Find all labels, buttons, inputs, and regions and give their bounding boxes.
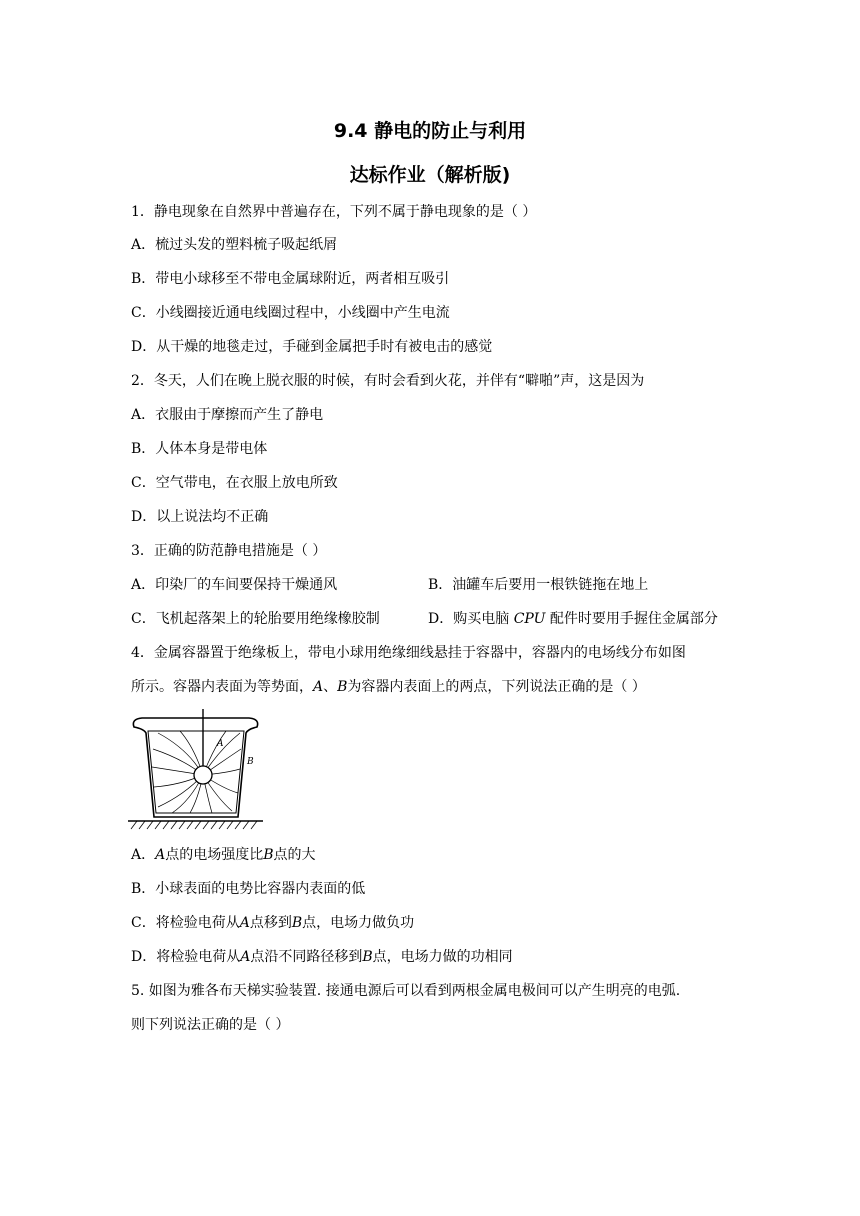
q3-option-d-cpu: CPU <box>513 611 546 627</box>
question-5-stem-line2: 则下列说法正确的是（ ） <box>131 1017 290 1033</box>
q4d-mid: 点沿不同路径移到 <box>250 949 363 965</box>
q4-separator: 、 <box>323 679 338 695</box>
q2-option-b: B．人体本身是带电体 <box>131 441 268 457</box>
q4c-post: 点，电场力做负功 <box>302 915 415 931</box>
q4d-var-b: B <box>362 949 373 965</box>
container-field-figure <box>128 709 263 831</box>
q2-option-d: D．以上说法均不正确 <box>131 509 269 525</box>
question-4-stem-line1: 4．金属容器置于绝缘板上，带电小球用绝缘细线悬挂于容器中，容器内的电场线分布如图 <box>131 645 686 661</box>
q1-option-b: B．带电小球移至不带电金属球附近，两者相互吸引 <box>131 271 450 287</box>
q4-stem-text-a: 所示。容器内表面为等势面， <box>131 679 313 695</box>
q1-option-d: D．从干燥的地毯走过，手碰到金属把手时有被电击的感觉 <box>131 339 493 355</box>
question-1-stem: 1．静电现象在自然界中普遍存在，下列不属于静电现象的是（ ） <box>131 204 537 220</box>
q4d-pre: D．将检验电荷从 <box>131 949 241 965</box>
q2-option-a: A．衣服由于摩擦而产生了静电 <box>131 407 324 423</box>
figure-label-b: B <box>247 757 254 767</box>
q4-stem-text-b: 为容器内表面上的两点，下列说法正确的是（ ） <box>347 679 646 695</box>
q4-var-b: B <box>337 679 348 695</box>
q4d-post: 点，电场力做的功相同 <box>372 949 513 965</box>
q4d-var-a: A <box>240 949 251 965</box>
q4c-mid: 点移到 <box>249 915 292 931</box>
q3-option-d-text-end: 配件时要用手握住金属部分 <box>549 611 718 627</box>
q4-option-d <box>131 947 513 967</box>
q3-option-d <box>428 609 718 629</box>
q2-option-c: C．空气带电，在衣服上放电所致 <box>131 475 338 491</box>
question-5-stem-line1: 5. 如图为雅各布天梯实验装置. 接通电源后可以看到两根金属电极间可以产生明亮的电弧. <box>131 983 681 999</box>
q4-option-b: B．小球表面的电势比容器内表面的低 <box>131 881 366 897</box>
q4a-var-a: A <box>155 847 166 863</box>
question-4-stem-line2 <box>131 677 646 697</box>
charged-ball <box>194 766 212 784</box>
q4c-var-b: B <box>291 915 303 931</box>
q1-option-a: A．梳过头发的塑料梳子吸起纸屑 <box>131 237 338 253</box>
q3-option-a: A．印染厂的车间要保持干燥通风 <box>131 577 338 593</box>
q1-option-c: C．小线圈接近通电线圈过程中，小线圈中产生电流 <box>131 305 450 321</box>
q4a-mid: 点的电场强度比 <box>165 847 264 863</box>
q4-option-a <box>131 845 316 865</box>
q4a-var-b: B <box>263 847 274 863</box>
document-title: 9.4 静电的防止与利用 <box>333 120 527 142</box>
q4-option-c <box>131 913 414 933</box>
q3-option-b: B．油罐车后要用一根铁链拖在地上 <box>428 577 649 593</box>
q4c-pre: C．将检验电荷从 <box>131 915 240 931</box>
board-hatching <box>131 821 257 829</box>
figure-label-a: A <box>217 739 224 749</box>
q4a-pre: A． <box>131 847 156 863</box>
q3-option-d-text: D．购买电脑 <box>428 611 510 627</box>
question-2-stem: 2．冬天，人们在晚上脱衣服的时候，有时会看到火花，并伴有“噼啪”声，这是因为 <box>131 373 645 389</box>
q3-option-c: C．飞机起落架上的轮胎要用绝缘橡胶制 <box>131 611 380 627</box>
q4a-post: 点的大 <box>273 847 316 863</box>
q4-var-a: A <box>313 679 324 695</box>
question-3-stem: 3．正确的防范静电措施是（ ） <box>131 543 327 559</box>
q4c-var-a: A <box>239 915 250 931</box>
document-subtitle: 达标作业（解析版) <box>349 164 511 186</box>
